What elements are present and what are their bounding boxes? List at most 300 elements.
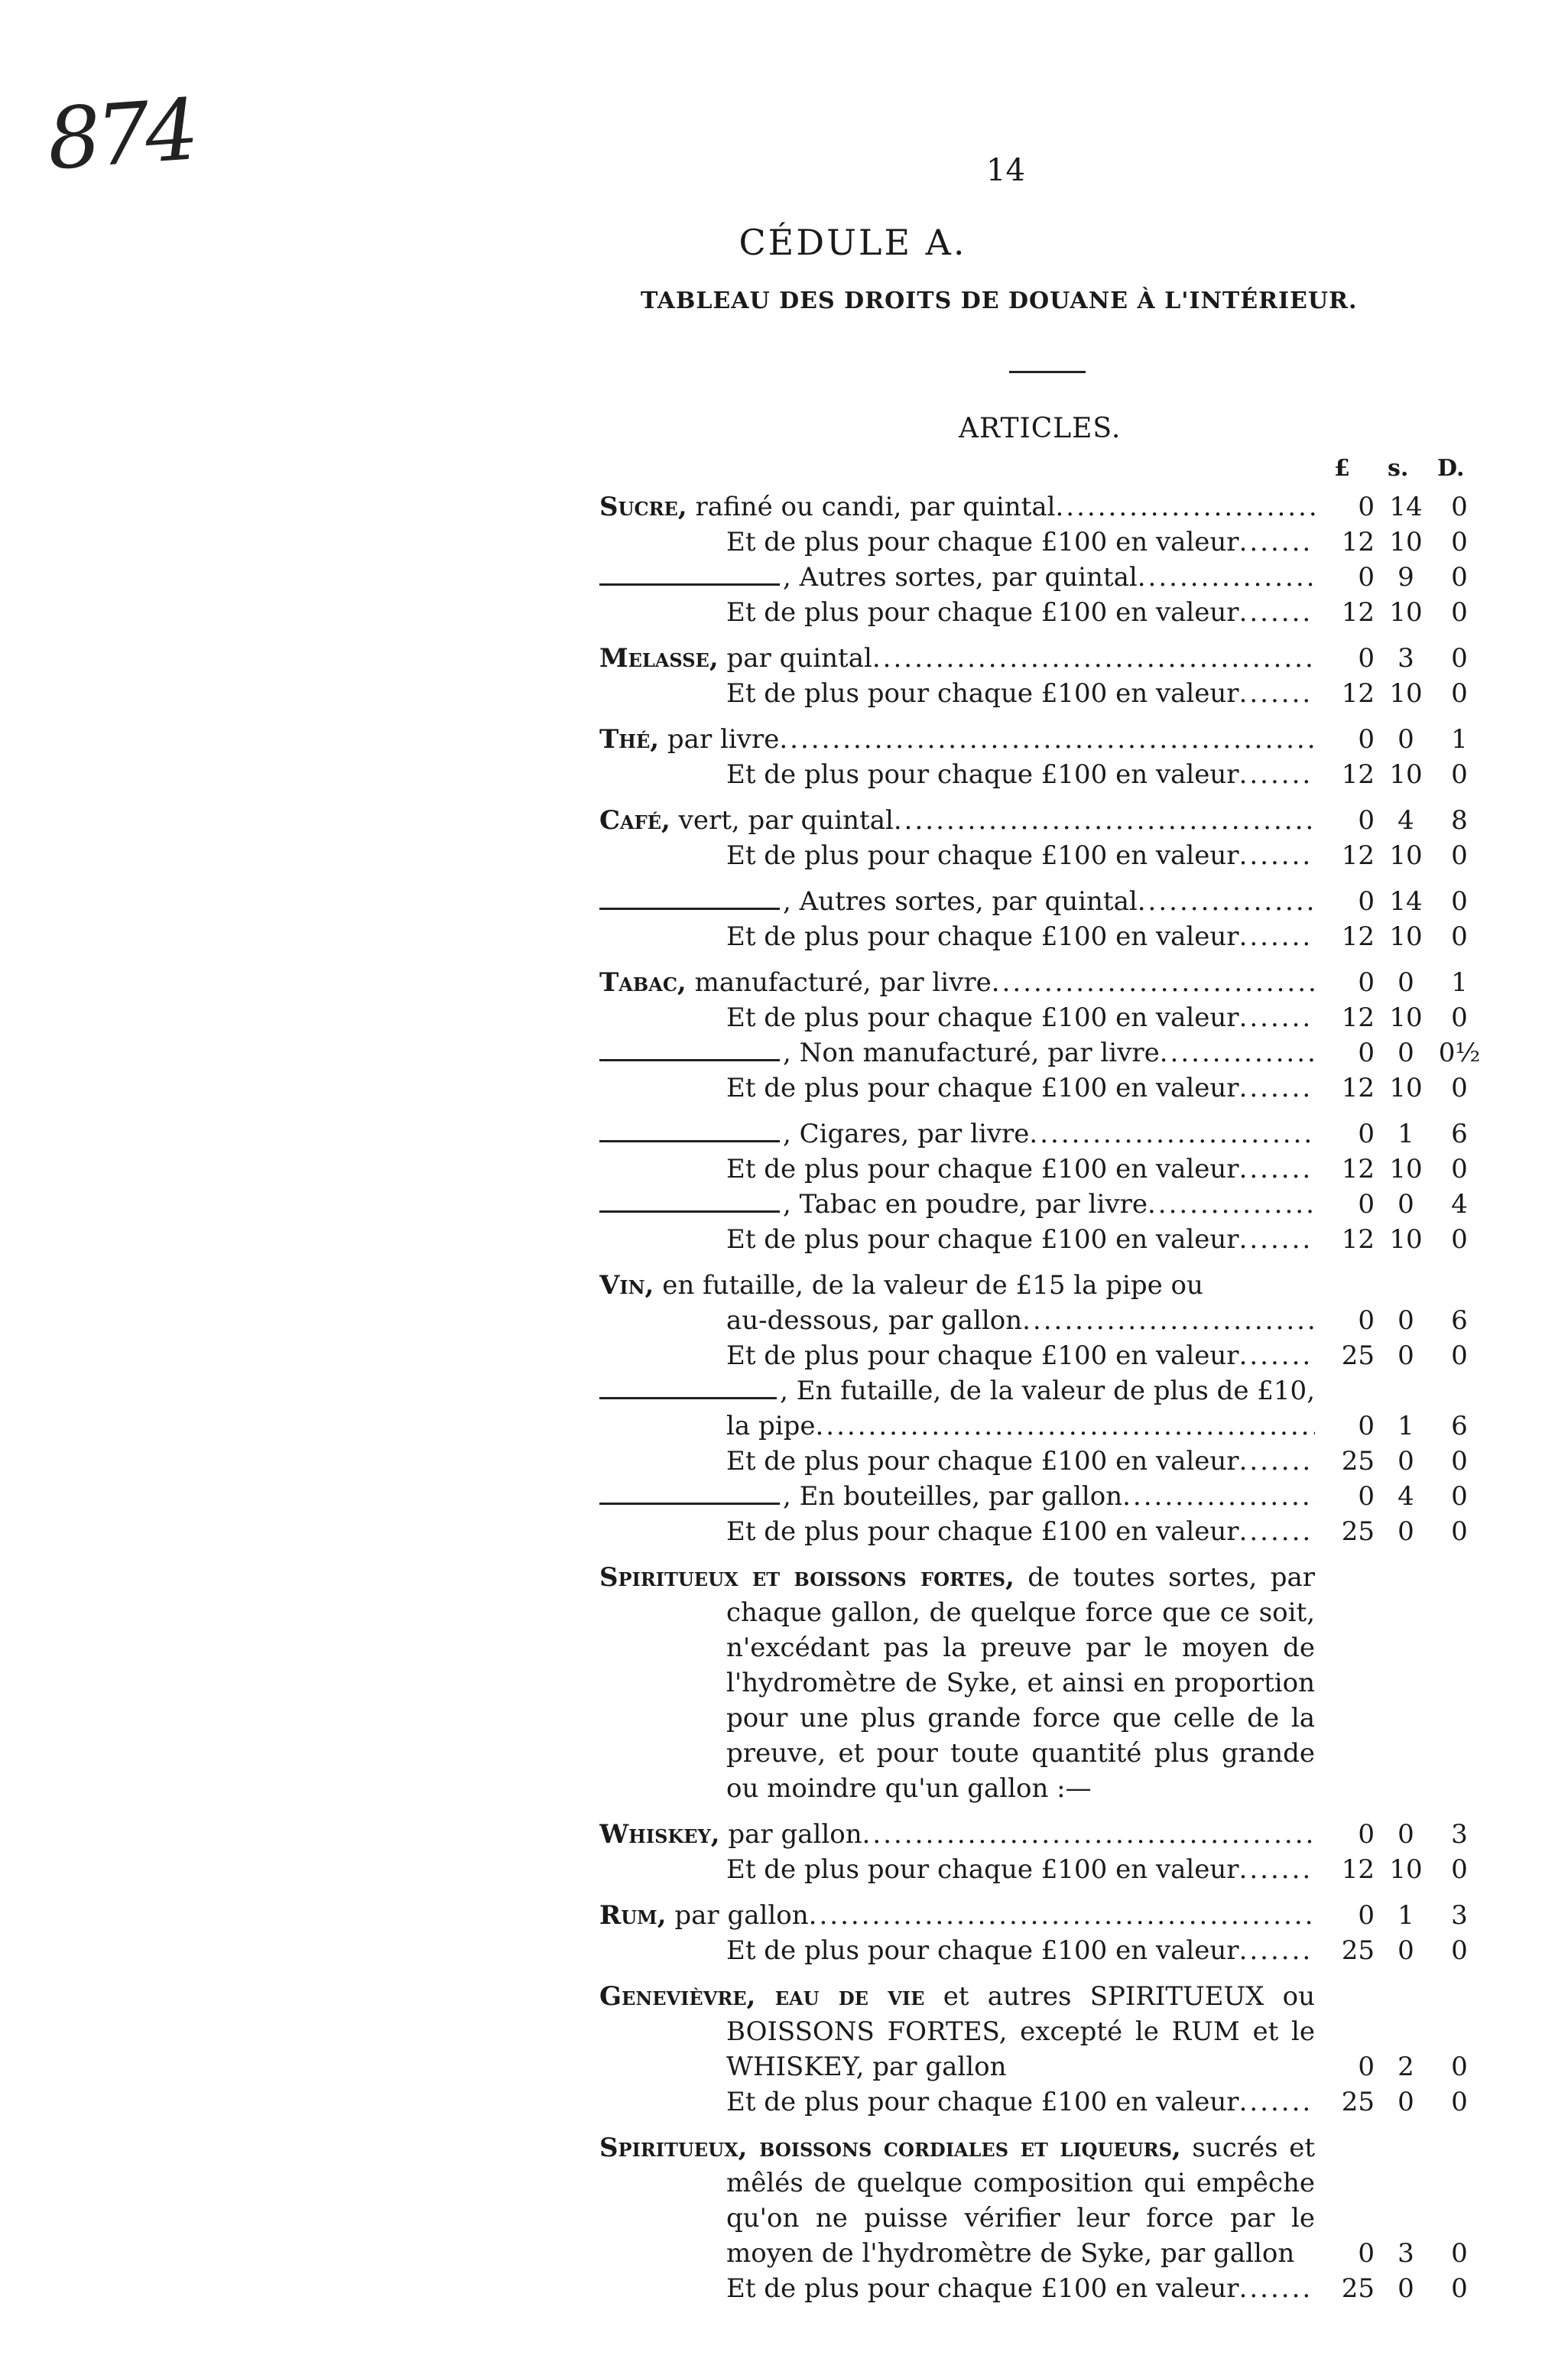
dot-leader (872, 641, 1315, 676)
amount-shillings: 3 (1398, 643, 1414, 674)
row-label (599, 1933, 1315, 1968)
duty-row (599, 489, 1486, 525)
article-text: sucrés et mêlés de quelque composition qui empêche qu'on ne puisse vérifier leur force par le moyen de l'hydromètre de Syke, par gallon (726, 2133, 1315, 2269)
amount-pounds: 0 (1358, 1819, 1375, 1850)
row-label (599, 641, 1315, 676)
article-text: Et de plus pour chaque £100 en valeur (726, 1154, 1239, 1184)
amount-pounds: 12 (1341, 1073, 1375, 1103)
article-text: , Autres sortes, par quintal (783, 562, 1138, 593)
label-text (599, 1268, 1203, 1303)
amount-shillings: 10 (1389, 759, 1423, 790)
amount-pence: 0 (1451, 886, 1468, 917)
amount-shillings: 0 (1398, 1819, 1414, 1850)
label-text (726, 595, 1239, 630)
amount-shillings: 4 (1398, 1481, 1414, 1512)
amount-shillings: 0 (1398, 1516, 1414, 1547)
duty-row (599, 595, 1486, 630)
article-name: Spiritueux, boissons cordiales et liqueurs, (599, 2133, 1181, 2163)
dot-leader (1239, 1444, 1315, 1479)
dot-leader (1239, 1222, 1315, 1257)
row-label (599, 1338, 1315, 1373)
dot-leader (1239, 525, 1315, 560)
label-text (726, 1408, 815, 1444)
dot-leader (1029, 1116, 1315, 1152)
ditto-dash (599, 908, 780, 910)
row-label (599, 965, 1315, 1000)
dot-leader (1160, 1035, 1315, 1071)
amount-pence: 0 (1451, 1340, 1468, 1371)
amount-pence: 1 (1451, 967, 1468, 998)
ditto-dash (599, 1503, 780, 1505)
dot-leader (1148, 1187, 1315, 1222)
amount-shillings: 10 (1389, 1073, 1423, 1103)
label-text (783, 1035, 1160, 1071)
amount-shillings: 10 (1389, 597, 1423, 628)
label-text (783, 884, 1138, 919)
article-text: , Cigares, par livre (783, 1119, 1030, 1149)
amount-pence: 0 (1451, 1224, 1468, 1255)
duty-row (599, 965, 1486, 1000)
amount-pence: 0 (1451, 1516, 1468, 1547)
page-title: CÉDULE A. (739, 222, 967, 263)
article-text: Et de plus pour chaque £100 en valeur (726, 1446, 1239, 1477)
ditto-dash (599, 1210, 780, 1213)
amount-pence: 0 (1451, 1935, 1468, 1966)
unit-pounds: £ (1334, 455, 1350, 482)
label-text (726, 1514, 1239, 1549)
page-subtitle: TABLEAU DES DROITS DE DOUANE À L'INTÉRIEUR. (641, 288, 1358, 314)
dot-leader (1138, 884, 1315, 919)
dot-leader (1239, 595, 1315, 630)
label-text (599, 722, 779, 757)
amount-pence: 4 (1451, 1189, 1468, 1220)
dot-leader (1239, 1933, 1315, 1968)
amount-pounds: 25 (1341, 1935, 1375, 1966)
amount-pence: 0 (1451, 840, 1468, 871)
amount-pence: 3 (1451, 1819, 1468, 1850)
amount-shillings: 14 (1389, 492, 1423, 522)
amount-shillings: 0 (1398, 1305, 1414, 1336)
row-label (599, 1035, 1315, 1071)
article-text: Et de plus pour chaque £100 en valeur (726, 1002, 1239, 1033)
amount-pence: 0 (1451, 1154, 1468, 1184)
amount-shillings: 10 (1389, 840, 1423, 871)
amount-pounds: 0 (1358, 1189, 1375, 1220)
article-text: Et de plus pour chaque £100 en valeur (726, 840, 1239, 871)
section-heading: ARTICLES. (959, 413, 1122, 444)
amount-pounds: 12 (1341, 759, 1375, 790)
row-label (599, 1000, 1315, 1035)
amount-shillings: 0 (1398, 1935, 1414, 1966)
amount-shillings: 9 (1398, 562, 1414, 593)
row-label (599, 595, 1315, 630)
amount-pence: 0 (1451, 2087, 1468, 2117)
article-name: Café, (599, 805, 670, 836)
ditto-dash (599, 1140, 780, 1142)
unit-shillings: s. (1388, 455, 1409, 482)
duty-row (599, 803, 1486, 838)
article-text: Et de plus pour chaque £100 en valeur (726, 527, 1239, 557)
amount-pence: 0 (1451, 527, 1468, 557)
article-text: Et de plus pour chaque £100 en valeur (726, 597, 1239, 628)
article-text: Et de plus pour chaque £100 en valeur (726, 921, 1239, 952)
article-text: par livre (659, 724, 780, 755)
row-label (599, 2271, 1315, 2306)
amount-pounds: 12 (1341, 921, 1375, 952)
label-text (726, 1852, 1239, 1887)
label-text (599, 1562, 1315, 1804)
label-text (726, 525, 1239, 560)
ditto-dash (599, 1059, 780, 1061)
duty-row (599, 1560, 1486, 1806)
article-text: , Autres sortes, par quintal (783, 886, 1138, 917)
label-text (599, 641, 872, 676)
amount-pounds: 12 (1341, 840, 1375, 871)
amount-shillings: 0 (1398, 1189, 1414, 1220)
article-name: Thé, (599, 724, 660, 755)
duty-row (599, 1116, 1486, 1152)
row-label (599, 525, 1315, 560)
label-text (726, 2271, 1239, 2306)
row-label (599, 1979, 1315, 2084)
dot-leader (779, 722, 1315, 757)
article-text: par gallon (719, 1819, 862, 1850)
row-label (599, 1268, 1315, 1303)
amount-pounds: 0 (1358, 1038, 1375, 1068)
label-text (599, 965, 992, 1000)
amount-pounds: 0 (1358, 1900, 1375, 1931)
amount-shillings: 10 (1389, 1854, 1423, 1885)
row-gap (599, 1257, 1486, 1268)
amount-shillings: 2 (1398, 2052, 1414, 2082)
label-text (783, 1116, 1029, 1152)
row-label (599, 757, 1315, 792)
dot-leader (894, 803, 1315, 838)
row-gap (599, 2120, 1486, 2130)
article-text: rafiné ou candi, par quintal (687, 492, 1056, 522)
dot-leader (1239, 676, 1315, 711)
amount-pounds: 0 (1358, 967, 1375, 998)
duty-row (599, 1071, 1486, 1106)
article-text: par quintal (718, 643, 872, 674)
dot-leader (1239, 1514, 1315, 1549)
amount-pounds: 12 (1341, 678, 1375, 709)
article-text: Et de plus pour chaque £100 en valeur (726, 1073, 1239, 1103)
amount-pounds: 25 (1341, 1340, 1375, 1371)
label-text (599, 1981, 1315, 2082)
article-text: en futaille, de la valeur de £15 la pipe ou (654, 1270, 1203, 1301)
label-text (726, 1303, 1022, 1338)
article-text: vert, par quintal (670, 805, 894, 836)
amount-pounds: 25 (1341, 1446, 1375, 1477)
dot-leader (1239, 1338, 1315, 1373)
dot-leader (1239, 2271, 1315, 2306)
duty-row (599, 919, 1486, 954)
duty-row (599, 1898, 1486, 1933)
amount-shillings: 0 (1398, 1340, 1414, 1371)
amount-pounds: 0 (1358, 2052, 1375, 2082)
row-label (599, 803, 1315, 838)
dot-leader (1239, 1852, 1315, 1887)
row-label (599, 1152, 1315, 1187)
article-text: Et de plus pour chaque £100 en valeur (726, 1854, 1239, 1885)
handwritten-note: 874 (44, 80, 198, 189)
article-name: Genevièvre, eau de vie (599, 1981, 925, 2012)
duty-row (599, 560, 1486, 595)
amount-pence: 0 (1451, 562, 1468, 593)
amount-pence: 0 (1451, 492, 1468, 522)
row-label (599, 1852, 1315, 1887)
amount-pounds: 0 (1358, 562, 1375, 593)
row-label (599, 1817, 1315, 1852)
dot-leader (1022, 1303, 1315, 1338)
row-gap (599, 792, 1486, 803)
amount-shillings: 1 (1398, 1900, 1414, 1931)
row-label (599, 884, 1315, 919)
duty-row (599, 1817, 1486, 1852)
amount-shillings: 10 (1389, 527, 1423, 557)
amount-shillings: 0 (1398, 2087, 1414, 2117)
row-label (599, 2084, 1315, 2120)
amount-pounds: 25 (1341, 1516, 1375, 1547)
label-text (783, 1479, 1122, 1514)
article-name: Whiskey, (599, 1819, 720, 1850)
row-gap (599, 1549, 1486, 1560)
amount-pence: 6 (1451, 1411, 1468, 1441)
amount-pence: 1 (1451, 724, 1468, 755)
amount-pence: 0 (1451, 678, 1468, 709)
amount-pounds: 0 (1358, 724, 1375, 755)
duty-row (599, 2130, 1486, 2271)
amount-shillings: 14 (1389, 886, 1423, 917)
dot-leader (1122, 1479, 1315, 1514)
article-name: Sucre, (599, 492, 687, 522)
row-label (599, 1303, 1315, 1338)
amount-shillings: 10 (1389, 1002, 1423, 1033)
row-gap (599, 1106, 1486, 1116)
row-label (599, 838, 1315, 873)
dot-leader (1239, 919, 1315, 954)
row-gap (599, 1968, 1486, 1979)
amount-shillings: 10 (1389, 921, 1423, 952)
duty-row (599, 1303, 1486, 1338)
row-label (599, 722, 1315, 757)
amount-pounds: 0 (1358, 643, 1375, 674)
article-text: , En bouteilles, par gallon (783, 1481, 1123, 1512)
label-text (726, 919, 1239, 954)
duty-row (599, 676, 1486, 711)
row-label (599, 2130, 1315, 2271)
label-text (726, 757, 1239, 792)
article-text: Et de plus pour chaque £100 en valeur (726, 1516, 1239, 1547)
label-text (726, 2084, 1239, 2120)
amount-pounds: 25 (1341, 2273, 1375, 2304)
amount-pounds: 12 (1341, 1224, 1375, 1255)
row-gap (599, 711, 1486, 722)
amount-shillings: 10 (1389, 678, 1423, 709)
amount-shillings: 10 (1389, 1224, 1423, 1255)
article-text: au-dessous, par gallon (726, 1305, 1023, 1336)
row-label (599, 919, 1315, 954)
dot-leader (1239, 838, 1315, 873)
dot-leader (1055, 489, 1315, 525)
amount-pounds: 0 (1358, 492, 1375, 522)
amount-pence: 0 (1451, 597, 1468, 628)
article-text: Et de plus pour chaque £100 en valeur (726, 2087, 1239, 2117)
label-text (783, 560, 1138, 595)
row-gap (599, 873, 1486, 884)
label-text (726, 1444, 1239, 1479)
article-text: , Tabac en poudre, par livre (783, 1189, 1148, 1220)
label-text (726, 1933, 1239, 1968)
article-text: Et de plus pour chaque £100 en valeur (726, 1224, 1239, 1255)
amount-shillings: 0 (1398, 1446, 1414, 1477)
duty-row (599, 641, 1486, 676)
ditto-dash (599, 583, 780, 586)
duty-row (599, 1338, 1486, 1373)
label-text (783, 1187, 1148, 1222)
row-label (599, 1514, 1315, 1549)
amount-pounds: 12 (1341, 527, 1375, 557)
duty-row (599, 1187, 1486, 1222)
row-gap (599, 954, 1486, 965)
row-label (599, 676, 1315, 711)
row-label (599, 1408, 1315, 1444)
row-label (599, 1444, 1315, 1479)
amount-pence: 0 (1451, 2238, 1468, 2269)
duty-table (599, 489, 1486, 2306)
duty-row (599, 2271, 1486, 2306)
amount-pence: 0½ (1438, 1038, 1481, 1068)
label-text (599, 2133, 1315, 2269)
amount-shillings: 0 (1398, 967, 1414, 998)
amount-pence: 0 (1451, 1481, 1468, 1512)
label-text (599, 803, 894, 838)
row-label (599, 1071, 1315, 1106)
article-text: , Non manufacturé, par livre (783, 1038, 1160, 1068)
dot-leader (1138, 560, 1315, 595)
unit-pence: D. (1437, 455, 1465, 482)
article-text: par gallon (666, 1900, 809, 1931)
label-text (726, 1152, 1239, 1187)
label-text (726, 1071, 1239, 1106)
amount-pounds: 0 (1358, 1411, 1375, 1441)
duty-row (599, 1152, 1486, 1187)
divider (1009, 371, 1086, 373)
amount-pence: 0 (1451, 1854, 1468, 1885)
article-text: Et de plus pour chaque £100 en valeur (726, 2273, 1239, 2304)
dot-leader (1239, 1152, 1315, 1187)
amount-shillings: 1 (1398, 1119, 1414, 1149)
label-text (726, 676, 1239, 711)
row-gap (599, 1806, 1486, 1817)
amount-pence: 0 (1451, 2052, 1468, 2082)
amount-shillings: 0 (1398, 724, 1414, 755)
duty-row (599, 1514, 1486, 1549)
amount-pence: 0 (1451, 921, 1468, 952)
row-label (599, 1898, 1315, 1933)
dot-leader (809, 1898, 1315, 1933)
article-name: Spiritueux et boissons fortes, (599, 1562, 1014, 1593)
amount-pence: 0 (1451, 1073, 1468, 1103)
duty-row (599, 2084, 1486, 2120)
duty-row (599, 525, 1486, 560)
page-number: 14 (986, 153, 1025, 188)
row-label (599, 560, 1315, 595)
article-text: de toutes sortes, par chaque gallon, de quelque force que ce soit, n'excédant pas la preuve par le moyen de l'hydromètre de Syke, et ainsi en proportion pour une plus grande force que celle de la preuve, et pour toute quantité plus grande ou moindre qu'un gallon :— (726, 1562, 1315, 1804)
label-text (599, 1898, 809, 1933)
dot-leader (992, 965, 1315, 1000)
dot-leader (1239, 1071, 1315, 1106)
amount-pence: 6 (1451, 1119, 1468, 1149)
amount-shillings: 3 (1398, 2238, 1414, 2269)
dot-leader (1239, 1000, 1315, 1035)
amount-pounds: 0 (1358, 1305, 1375, 1336)
amount-pounds: 0 (1358, 805, 1375, 836)
amount-shillings: 4 (1398, 805, 1414, 836)
amount-pounds: 0 (1358, 2238, 1375, 2269)
row-gap (599, 630, 1486, 641)
amount-pounds: 12 (1341, 1002, 1375, 1033)
amount-pounds: 12 (1341, 1854, 1375, 1885)
amount-pounds: 25 (1341, 2087, 1375, 2117)
amount-pence: 0 (1451, 1002, 1468, 1033)
row-label (599, 1222, 1315, 1257)
row-label (599, 1187, 1315, 1222)
duty-row (599, 1268, 1486, 1303)
article-text: , En futaille, de la valeur de plus de £10, (780, 1376, 1315, 1406)
label-text (726, 1222, 1239, 1257)
dot-leader (1239, 2084, 1315, 2120)
amount-pounds: 12 (1341, 1154, 1375, 1184)
duty-row (599, 1222, 1486, 1257)
duty-row (599, 1373, 1486, 1408)
article-text: manufacturé, par livre (686, 967, 992, 998)
article-name: Vin, (599, 1270, 654, 1301)
amount-pence: 0 (1451, 643, 1468, 674)
ditto-dash (599, 1397, 777, 1399)
label-text (780, 1373, 1315, 1408)
amount-pence: 0 (1451, 2273, 1468, 2304)
amount-pence: 0 (1451, 759, 1468, 790)
amount-pence: 3 (1451, 1900, 1468, 1931)
article-text: la pipe (726, 1411, 816, 1441)
article-text: Et de plus pour chaque £100 en valeur (726, 759, 1239, 790)
duty-row (599, 1979, 1486, 2084)
dot-leader (1239, 757, 1315, 792)
article-name: Tabac, (599, 967, 687, 998)
amount-shillings: 10 (1389, 1154, 1423, 1184)
dot-leader (862, 1817, 1315, 1852)
row-label (599, 1116, 1315, 1152)
row-gap (599, 1887, 1486, 1898)
duty-row (599, 1933, 1486, 1968)
duty-row (599, 1035, 1486, 1071)
label-text (599, 489, 1055, 525)
row-label (599, 1373, 1315, 1408)
duty-row (599, 757, 1486, 792)
duty-row (599, 838, 1486, 873)
duty-row (599, 1000, 1486, 1035)
label-text (726, 1000, 1239, 1035)
amount-pounds: 12 (1341, 597, 1375, 628)
amount-pounds: 0 (1358, 1481, 1375, 1512)
amount-shillings: 0 (1398, 1038, 1414, 1068)
amount-pence: 8 (1451, 805, 1468, 836)
amount-pence: 6 (1451, 1305, 1468, 1336)
amount-shillings: 0 (1398, 2273, 1414, 2304)
article-text: et autres SPIRITUEUX ou BOISSONS FORTES, excepté le RUM et le WHISKEY, par gallon (726, 1981, 1315, 2082)
